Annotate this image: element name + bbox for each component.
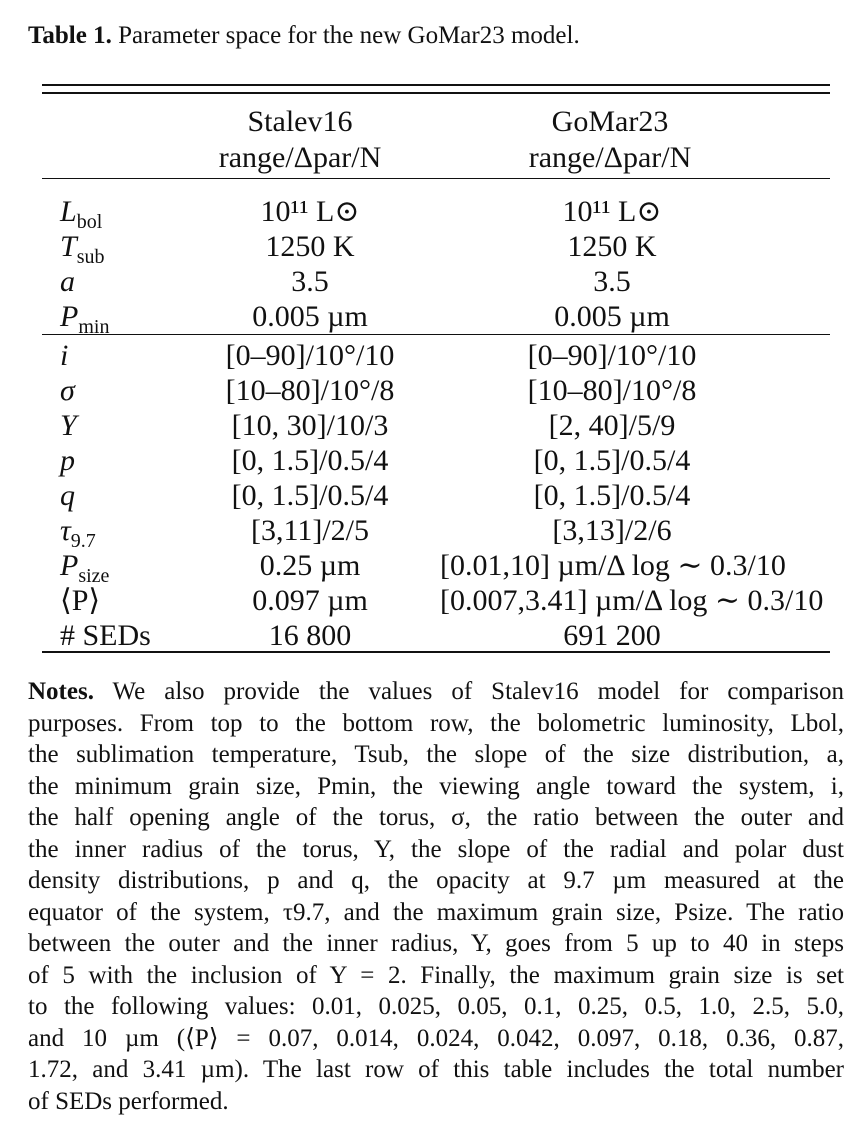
header-rule — [42, 178, 830, 179]
cell-stalev16: [0, 1.5]/0.5/4 — [231, 479, 389, 512]
notes-line: 1.72, and 3.41 µm). The last row of this table includes the total number — [28, 1056, 844, 1083]
cell-gomar23: [10–80]/10°/8 — [527, 374, 697, 407]
notes-line: equator of the system, τ9.7, and the maximum grain size, Psize. The ratio — [28, 898, 844, 926]
cell-gomar23: [2, 40]/5/9 — [548, 409, 676, 442]
cell-gomar23: [0.007,3.41] µm/Δ log ∼ 0.3/10 — [440, 584, 824, 617]
column-header-stalev16 — [160, 104, 440, 176]
table-row — [42, 548, 830, 587]
cell-gomar23: 1250 K — [567, 230, 657, 263]
notes-label: Notes. — [28, 678, 94, 705]
cell-stalev16: [3,11]/2/5 — [250, 514, 370, 547]
cell-stalev16: [0, 1.5]/0.5/4 — [231, 444, 389, 477]
cell-stalev16: 16 800 — [268, 619, 352, 652]
table-row — [42, 443, 830, 478]
table-row — [42, 513, 830, 552]
table-row — [42, 194, 830, 233]
cell-stalev16: 0.25 µm — [259, 549, 361, 582]
table-row — [42, 478, 830, 513]
cell-gomar23: 10¹¹ L⊙ — [562, 195, 662, 228]
column-name: Stalev16 — [247, 105, 353, 138]
table-row — [42, 408, 830, 443]
cell-stalev16: 10¹¹ L⊙ — [260, 195, 360, 228]
column-name: GoMar23 — [551, 105, 669, 138]
table-row — [42, 618, 830, 653]
table-row — [42, 229, 830, 268]
cell-stalev16: 0.097 µm — [252, 584, 368, 617]
notes-line: of SEDs performed. — [28, 1087, 229, 1115]
table-row — [42, 583, 830, 618]
table-notes — [28, 676, 844, 1117]
cell-gomar23: [0–90]/10°/10 — [527, 339, 697, 372]
row-label: q — [60, 479, 75, 512]
row-label: $P_{size}$ — [60, 549, 110, 587]
notes-line: and 10 µm (⟨P⟩ = 0.07, 0.014, 0.024, 0.042, 0.097, 0.18, 0.36, 0.87, — [28, 1024, 844, 1052]
row-label: a — [60, 265, 75, 298]
notes-line: the half opening angle of the torus, σ, the ratio between the outer and — [28, 804, 844, 831]
notes-line: to the following values: 0.01, 0.025, 0.05, 0.1, 0.25, 0.5, 1.0, 2.5, 5.0, — [28, 993, 844, 1020]
cell-gomar23: 0.005 µm — [554, 300, 670, 333]
cell-stalev16: 3.5 — [291, 265, 329, 298]
table-row — [42, 373, 830, 408]
cell-gomar23: 691 200 — [563, 619, 661, 652]
column-subtitle: range/Δpar/N — [218, 141, 382, 174]
row-label: # SEDs — [60, 619, 151, 652]
row-label: p — [60, 444, 75, 477]
table-row — [42, 338, 830, 373]
column-subtitle: range/Δpar/N — [528, 141, 692, 174]
cell-stalev16: [10–80]/10°/8 — [225, 374, 395, 407]
caption-label: Table 1. — [28, 22, 112, 49]
notes-line: of 5 with the inclusion of Y = 2. Finally, the maximum grain size is set — [28, 961, 844, 989]
caption-text: Parameter space for the new GoMar23 model. — [111, 22, 580, 49]
row-label: $P_{min}$ — [60, 300, 110, 338]
notes-line: the sublimation temperature, Tsub, the slope of the size distribution, a, — [28, 741, 844, 768]
notes-line: between the outer and the inner radius, Y, goes from 5 up to 40 in steps — [28, 930, 844, 957]
notes-line: the inner radius of the torus, Y, the slope of the radial and polar dust — [28, 835, 844, 863]
notes-line: Notes. We also provide the values of Stalev16 model for comparison — [28, 678, 844, 705]
table-row — [42, 299, 830, 338]
notes-line: purposes. From top to the bottom row, the bolometric luminosity, Lbol, — [28, 709, 844, 737]
row-label: $\tau_{9.7}$ — [60, 514, 96, 552]
cell-stalev16: 0.005 µm — [252, 300, 368, 333]
table-caption — [28, 18, 580, 54]
row-label: ⟨P⟩ — [60, 584, 101, 617]
table-top-rule-2 — [42, 92, 830, 94]
row-label: Y — [60, 409, 77, 442]
notes-line: density distributions, p and q, the opacity at 9.7 µm measured at the — [28, 867, 844, 894]
table-row — [42, 264, 830, 299]
cell-gomar23: [0, 1.5]/0.5/4 — [533, 479, 691, 512]
table-top-rule — [42, 84, 830, 86]
row-label: $L_{bol}$ — [60, 195, 103, 233]
row-label: $T_{sub}$ — [60, 230, 105, 268]
cell-gomar23: [0, 1.5]/0.5/4 — [533, 444, 691, 477]
cell-stalev16: [0–90]/10°/10 — [225, 339, 395, 372]
cell-gomar23: [3,13]/2/6 — [552, 514, 672, 547]
row-label: σ — [60, 374, 75, 407]
row-label: i — [60, 339, 69, 372]
cell-gomar23: 3.5 — [593, 265, 631, 298]
table-body — [42, 194, 830, 653]
column-header-gomar23 — [470, 104, 750, 176]
cell-stalev16: 1250 K — [265, 230, 355, 263]
cell-gomar23: [0.01,10] µm/Δ log ∼ 0.3/10 — [440, 549, 786, 582]
cell-stalev16: [10, 30]/10/3 — [231, 409, 389, 442]
notes-line: the minimum grain size, Pmin, the viewing angle toward the system, i, — [28, 772, 844, 800]
